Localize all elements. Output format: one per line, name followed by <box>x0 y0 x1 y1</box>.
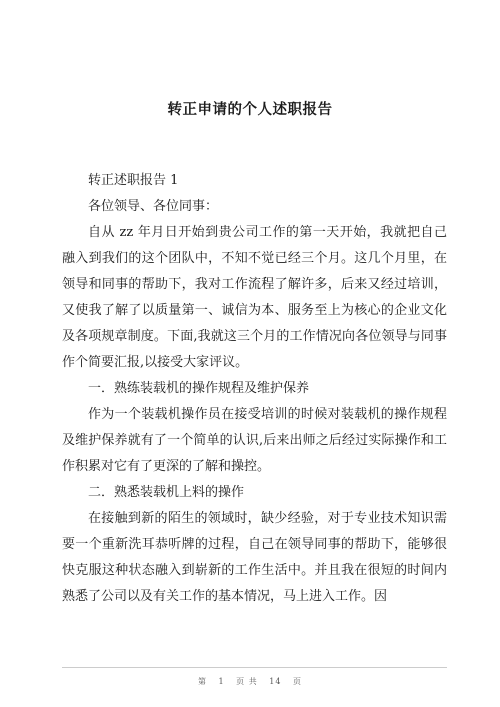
document-title: 转正申请的个人述职报告 <box>167 102 333 118</box>
page-footer <box>0 676 500 687</box>
page-number: 1 <box>218 677 225 686</box>
section-heading-1: 一．熟练装载机的操作规程及维护保养 <box>88 381 310 396</box>
report-heading: 转正述职报告 1 <box>88 173 179 188</box>
section-heading-2: 二．熟悉装载机上料的操作 <box>88 485 245 500</box>
body-paragraph: 自从 zz 年月日开始到贵公司工作的第一天开始，我就把自己融入到我们的这个团队中，不知不觉已经三个月。这几个月里，在领导和同事的帮助下，我对工作流程了解许多，后来又经过培训，又使我了解了以质量第一、诚信为本、服务至上为核心的企业文化及各项规章制度。下面,我就这三个月的工作情况向各位领导与同事作个简要汇报,以接受大家评议。 <box>62 225 447 370</box>
document-body <box>62 168 447 610</box>
salutation: 各位领导、各位同事： <box>88 199 219 214</box>
body-paragraph: 在接触到新的陌生的领域时，缺少经验，对于专业技术知识需要一个重新洗耳恭听牌的过程，自己在领导同事的帮助下，能够很快克服这种状态融入到崭新的工作生活中。并且我在很短的时间内熟悉了公司以及有关工作的基本情况，马上进入工作。因 <box>62 511 447 604</box>
page-label-suffix: 页 <box>293 677 302 686</box>
page-label-middle: 页 共 <box>236 677 258 686</box>
footer-divider <box>62 667 447 668</box>
page-label-prefix: 第 <box>197 677 207 686</box>
body-paragraph: 作为一个装载机操作员在接受培训的时候对装载机的操作规程及维护保养就有了一个简单的认识,后来出师之后经过实际操作和工作积累对它有了更深的了解和操控。 <box>62 407 447 474</box>
total-pages: 14 <box>269 677 282 686</box>
